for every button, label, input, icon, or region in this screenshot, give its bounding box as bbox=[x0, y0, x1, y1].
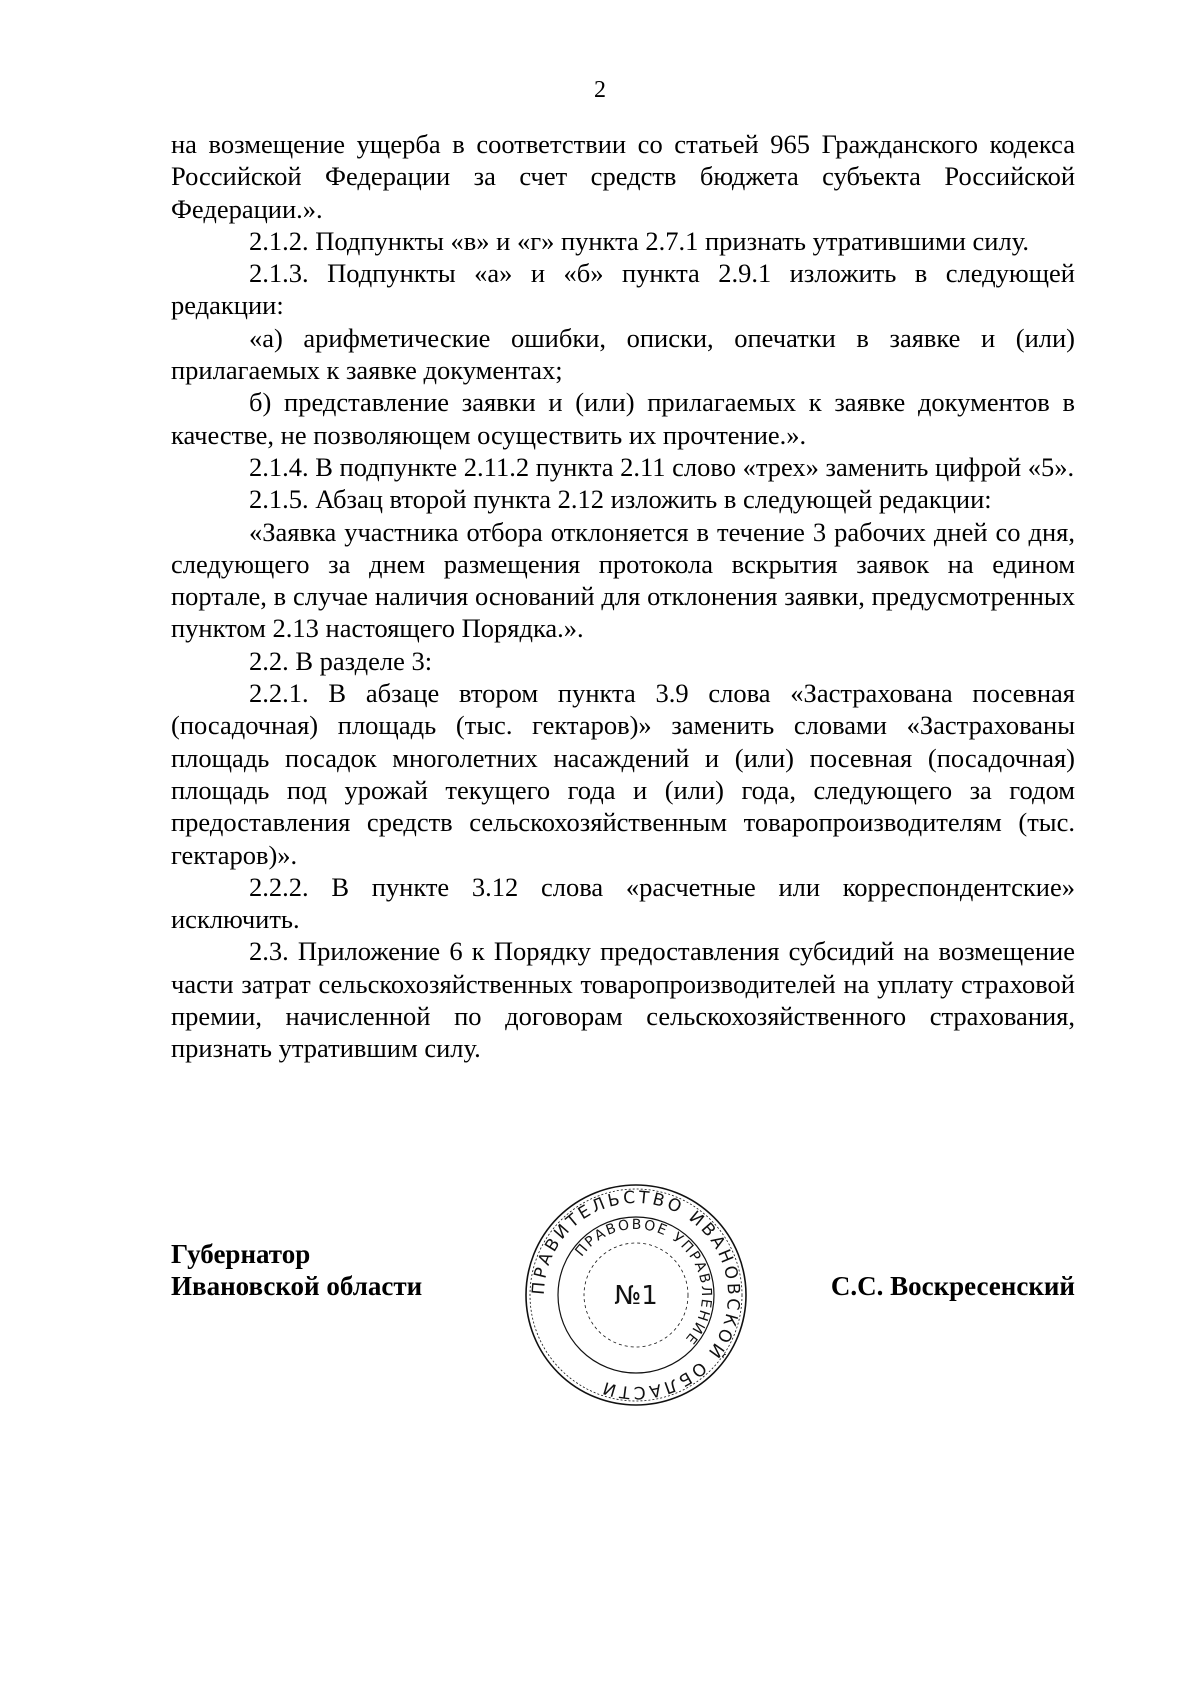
paragraph-2-2-1: 2.2.1. В абзаце втором пункта 3.9 слова «Застрахована посевная (посадочная) площадь (тыс. гектаров)» заменить словами «Застрахованы площадь посадок многолетних насаждений и (или) посевная (посадочная) площадь под урожай текущего года и (или) года, следующего за годом предоставления средств сельскохозяйственным товаропроизводителям (тыс. гектаров)». bbox=[171, 678, 1075, 870]
page-number: 2 bbox=[594, 77, 606, 103]
paragraph-2-2-2: 2.2.2. В пункте 3.12 слова «расчетные или корреспондентские» исключить. bbox=[171, 871, 1075, 935]
seal-outer-text: ПРАВИТЕЛЬСТВО ИВАНОВСКОЙ ОБЛАСТИ bbox=[528, 1187, 744, 1403]
signatory-position-line2: Ивановской области bbox=[171, 1271, 423, 1301]
paragraph-subitem-b: б) представление заявки и (или) прилагаемых к заявке документов в качестве, не позволяющем осуществить их прочтение.». bbox=[171, 387, 1075, 450]
paragraph-2-3: 2.3. Приложение 6 к Порядку предоставления субсидий на возмещение части затрат сельскохозяйственных товаропроизводителей на уплату страховой премии, начисленной по договорам сельскохозяйственного страхования, признать утратившим силу. bbox=[171, 936, 1075, 1064]
paragraph-subitem-a: «а) арифметические ошибки, описки, опечатки в заявке и (или) прилагаемых к заявке документах; bbox=[171, 322, 1075, 386]
seal-number: №1 bbox=[614, 1281, 658, 1311]
signatory-position-line1: Губернатор bbox=[171, 1239, 311, 1269]
seal-inner-text: ПРАВОВОЕ УПРАВЛЕНИЕ bbox=[572, 1216, 715, 1349]
signatory-name: С.С. Воскресенский bbox=[830, 1271, 1075, 1301]
paragraph-2-2: 2.2. В разделе 3: bbox=[249, 645, 433, 676]
paragraph-2-1-3: 2.1.3. Подпункты «а» и «б» пункта 2.9.1 изложить в следующей редакции: bbox=[171, 258, 1075, 321]
paragraph-2-1-5: 2.1.5. Абзац второй пункта 2.12 изложить в следующей редакции: bbox=[249, 484, 992, 515]
paragraph-2-1-2: 2.1.2. Подпункты «в» и «г» пункта 2.7.1 признать утратившими силу. bbox=[249, 225, 1029, 256]
paragraph-continuation: на возмещение ущерба в соответствии со статьей 965 Гражданского кодекса Российской Федерации за счет средств бюджета субъекта Российской Федерации.». bbox=[171, 129, 1075, 224]
signatory-position bbox=[171, 1238, 422, 1302]
document-body bbox=[171, 128, 1075, 1065]
official-seal-stamp bbox=[521, 1180, 751, 1410]
paragraph-quote-rejection: «Заявка участника отбора отклоняется в течение 3 рабочих дней со дня, следующего за днем размещения протокола вскрытия заявок на едином портале, в случае наличия оснований для отклонения заявки, предусмотренных пунктом 2.13 настоящего Порядка.». bbox=[171, 516, 1075, 644]
paragraph-2-1-4: 2.1.4. В подпункте 2.11.2 пункта 2.11 слово «трех» заменить цифрой «5». bbox=[249, 451, 1075, 482]
